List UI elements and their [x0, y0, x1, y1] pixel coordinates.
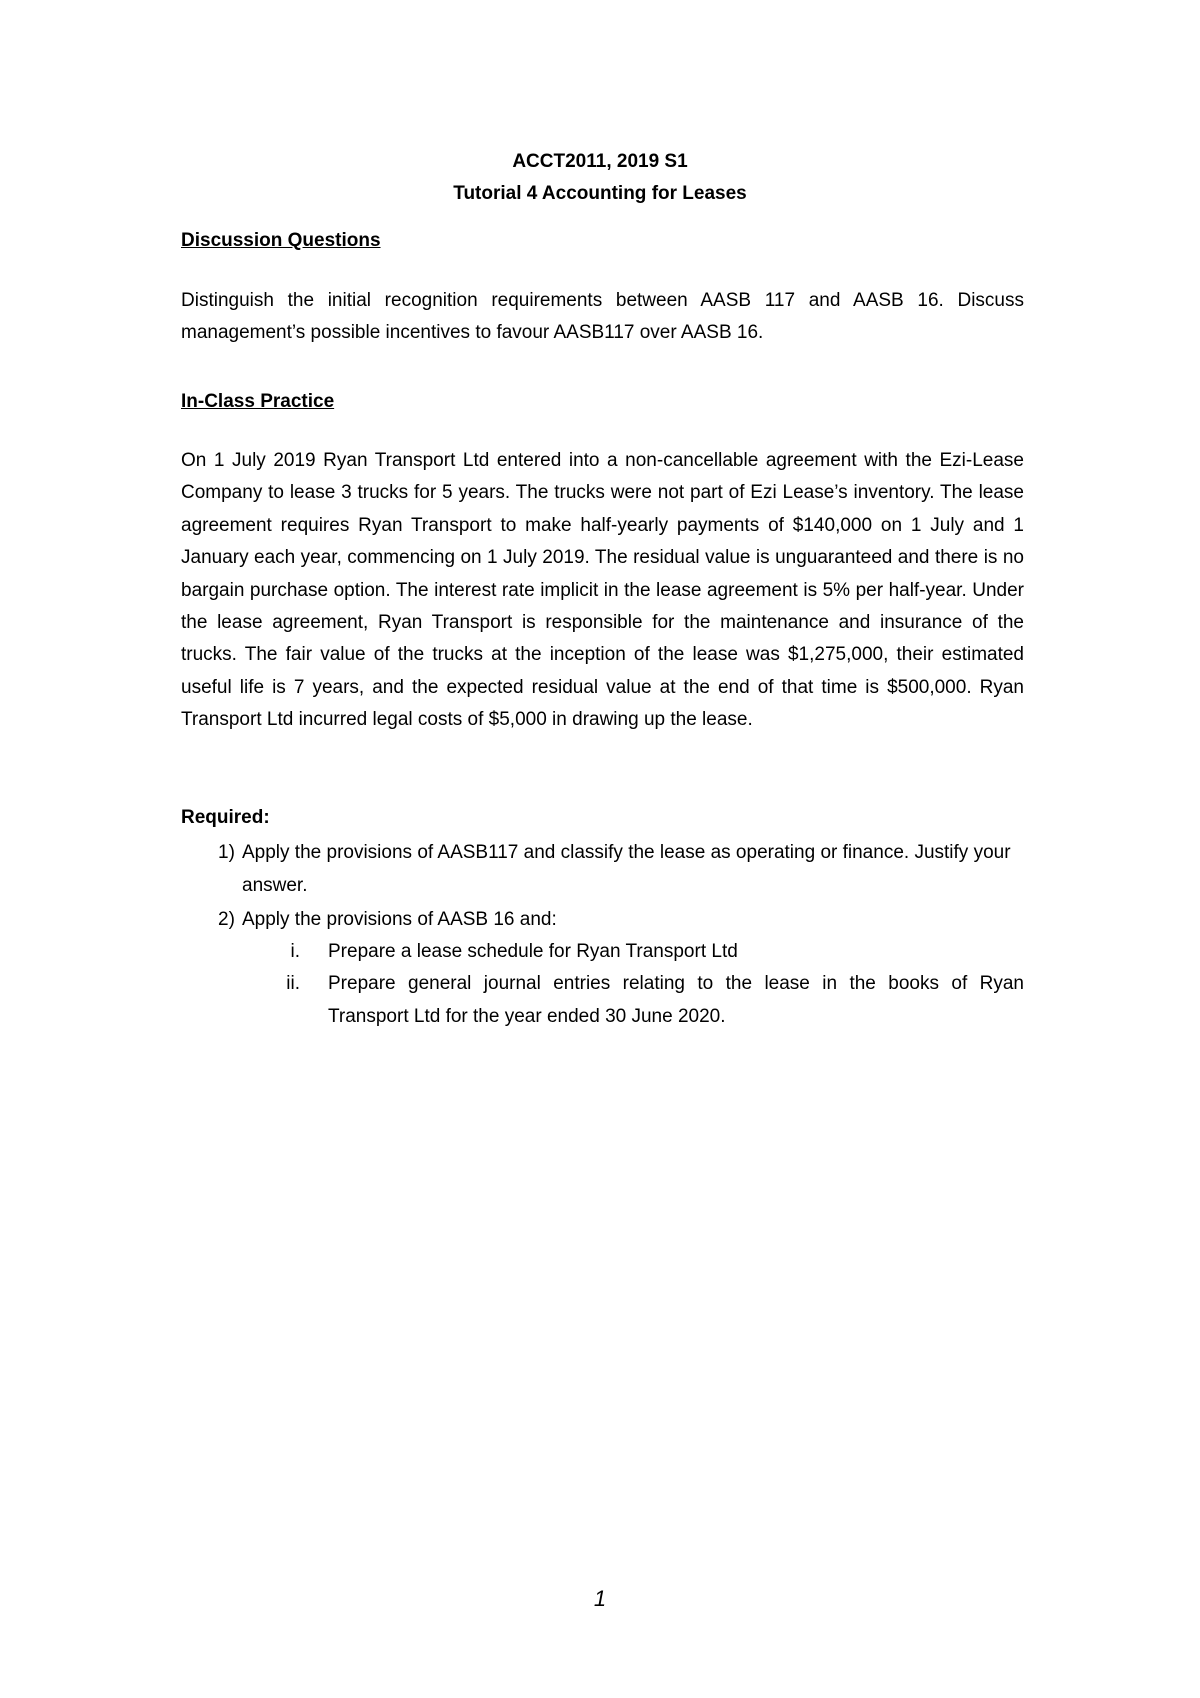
discussion-heading: Discussion Questions — [181, 230, 381, 251]
required-subitem — [270, 968, 1024, 1033]
course-code: ACCT2011, 2019 S1 — [512, 151, 688, 172]
required-item-number: 2) — [218, 909, 235, 930]
required-subitem-text: Prepare general journal entries relating to the lease in the books of Ryan Transport Ltd for the year ended 30 June 2020. — [328, 973, 1024, 1027]
required-item-text: Apply the provisions of AASB117 and classify the lease as operating or finance. Justify your answer. — [242, 842, 1011, 896]
page-number: 1 — [593, 1586, 607, 1611]
required-subitem — [270, 936, 1024, 969]
required-item — [218, 904, 1024, 937]
required-item-text: Apply the provisions of AASB 16 and: — [242, 909, 557, 930]
practice-paragraph: On 1 July 2019 Ryan Transport Ltd entered into a non-cancellable agreement with the Ezi-Lease Company to lease 3 trucks for 5 years. The trucks were not part of Ezi Lease’s inventory. The lease agreement requires Ryan Transport to make half-yearly payments of $140,000 on 1 July and 1 January each year, commencing on 1 July 2019. The residual value is unguaranteed and there is no bargain purchase option. The interest rate implicit in the lease agreement is 5% per half-year. Under the lease agreement, Ryan Transport is responsible for the maintenance and insurance of the trucks. The fair value of the trucks at the inception of the lease was $1,275,000, their estimated useful life is 7 years, and the expected residual value at the end of that time is $500,000. Ryan Transport Ltd incurred legal costs of $5,000 in drawing up the lease. — [181, 450, 1024, 731]
practice-heading: In-Class Practice — [181, 391, 335, 412]
discussion-paragraph: Distinguish the initial recognition requirements between AASB 117 and AASB 16. Discuss management’s possible incentives to favour AASB117 over AASB 16. — [181, 290, 1024, 343]
required-subitem-number: ii. — [286, 973, 300, 994]
document-title: Tutorial 4 Accounting for Leases — [453, 183, 747, 204]
required-item-number: 1) — [218, 842, 235, 863]
required-item — [218, 837, 1024, 902]
required-subitem-text: Prepare a lease schedule for Ryan Transport Ltd — [328, 941, 738, 962]
required-label: Required: — [181, 807, 270, 828]
document-title-block — [0, 146, 1200, 210]
required-subitem-number: i. — [290, 941, 300, 962]
